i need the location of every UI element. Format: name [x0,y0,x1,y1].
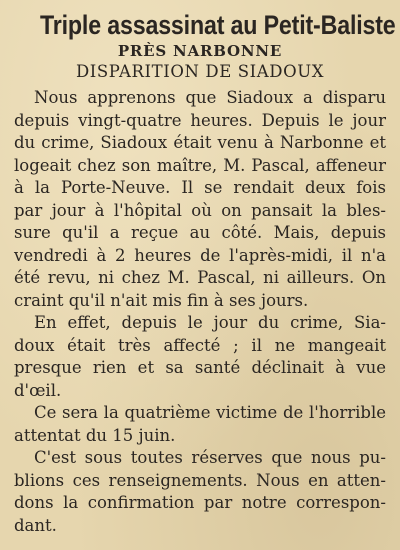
article-line: vendredi à 2 heures de l'après-midi, il n'a [14,245,386,265]
article-line: Nous apprenons que Siadoux a disparu [34,88,386,107]
article-line: doux était très affecté ; il ne mangeait [14,335,386,355]
headline: Triple assassinat au Petit-Baliste [40,10,396,40]
article-line: été revu, ni chez M. Pascal, ni ailleurs. On [14,268,386,287]
article-line: dons la confirmation par notre correspon- [14,493,386,512]
subheadline: PRÈS NARBONNE [117,42,283,60]
article-body [14,87,386,537]
article-line: attentat du 15 juin. [14,425,176,445]
article-line: logeait chez son maître, M. Pascal, affeneur [14,155,386,175]
article-line: blions ces renseignements. Nous en atten- [14,470,386,490]
article-line: dant. [14,515,57,535]
article-line: Ce sera la quatrième victime de l'horrible [34,403,386,422]
article-line: C'est sous toutes réserves que nous pu- [34,448,386,467]
article-line: sure qu'il a reçue au côté. Mais, depuis [14,223,386,242]
article-line: presque rien et sa santé déclinait à vue [14,358,386,377]
article-line: craint qu'il n'ait mis fin à ses jours. [14,290,309,310]
article-line: d'œil. [14,380,62,400]
article-line: depuis vingt-quatre heures. Depuis le jour [14,110,386,130]
section-title: DISPARITION DE SIADOUX [75,62,325,81]
article-line: à la Porte-Neuve. Il se rendait deux fois [14,178,386,197]
article-line: du crime, Siadoux était venu à Narbonne et [14,133,386,152]
article-line: En effet, depuis le jour du crime, Sia- [34,313,386,332]
article-line: par jour à l'hôpital où on pansait la bles- [14,200,386,220]
